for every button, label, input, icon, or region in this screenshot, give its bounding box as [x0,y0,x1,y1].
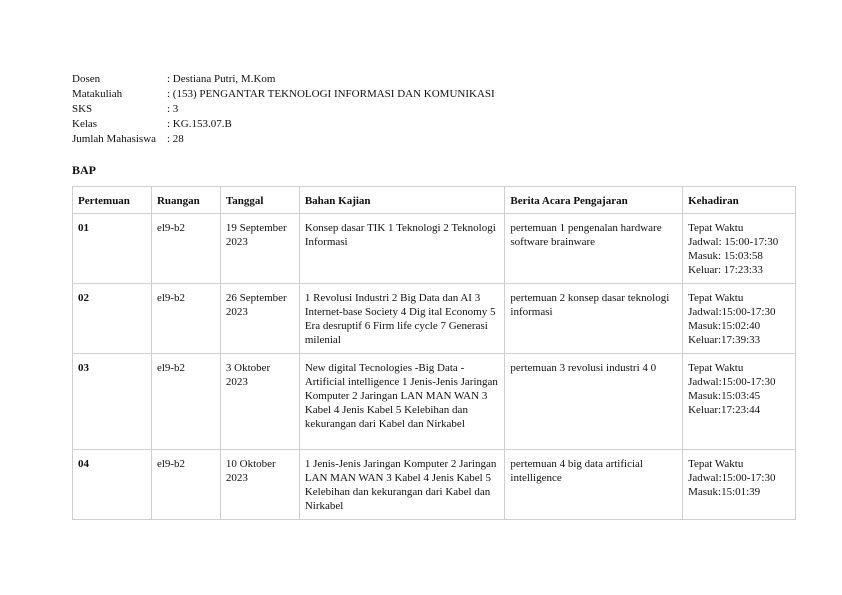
info-value: : Destiana Putri, M.Kom [167,73,276,85]
table-row [73,354,796,450]
cell-berita-acara: pertemuan 2 konsep dasar teknologi informasi [505,284,683,354]
kehadiran-keluar: Keluar:17:23:44 [688,404,761,416]
cell-kehadiran [683,450,796,520]
kehadiran-masuk: Masuk:15:01:39 [688,486,761,498]
table-row [73,284,796,354]
cell-kehadiran [683,354,796,450]
cell-pertemuan: 02 [73,284,152,354]
info-label: Matakuliah [72,88,123,100]
cell-bahan-kajian: Konsep dasar TIK 1 Teknologi 2 Teknologi Informasi [299,214,505,284]
cell-berita-acara: pertemuan 1 pengenalan hardware software brainware [505,214,683,284]
cell-bahan-kajian: 1 Jenis-Jenis Jaringan Komputer 2 Jaringan LAN MAN WAN 3 Kabel 4 Jenis Kabel 5 Kelebihan dan kekurangan dari Kabel dan Nirkabel [299,450,505,520]
cell-kehadiran [683,284,796,354]
info-row-dosen [72,72,495,87]
info-value: : (153) PENGANTAR TEKNOLOGI INFORMASI DAN KOMUNIKASI [167,88,495,100]
table-row [73,450,796,520]
course-info [72,72,495,147]
info-row-kelas [72,117,495,132]
cell-tanggal: 10 Oktober 2023 [220,450,299,520]
kehadiran-status: Tepat Waktu [688,222,744,234]
bap-table [72,186,796,520]
info-value: : 28 [167,133,184,145]
header-tanggal: Tanggal [220,187,299,214]
cell-pertemuan: 04 [73,450,152,520]
info-row-jumlah-mahasiswa [72,132,495,147]
cell-bahan-kajian: New digital Tecnologies -Big Data -Artificial intelligence 1 Jenis-Jenis Jaringan Komputer 2 Jaringan LAN MAN WAN 3 Kabel 4 Jenis Kabel 5 Kelebihan dan kekurangan dari Kabel dan Nirkabel [299,354,505,450]
table-row [73,214,796,284]
header-kehadiran: Kehadiran [683,187,796,214]
kehadiran-status: Tepat Waktu [688,362,744,374]
info-row-sks [72,102,495,117]
cell-pertemuan: 03 [73,354,152,450]
kehadiran-masuk: Masuk:15:03:45 [688,390,761,402]
info-label: Dosen [72,73,101,85]
kehadiran-jadwal: Jadwal:15:00-17:30 [688,376,776,388]
cell-ruangan: el9-b2 [151,214,220,284]
cell-ruangan: el9-b2 [151,284,220,354]
kehadiran-jadwal: Jadwal: 15:00-17:30 [688,236,779,248]
cell-pertemuan: 01 [73,214,152,284]
cell-tanggal: 3 Oktober 2023 [220,354,299,450]
header-ruangan: Ruangan [151,187,220,214]
cell-berita-acara: pertemuan 4 big data artificial intelligence [505,450,683,520]
kehadiran-status: Tepat Waktu [688,292,744,304]
cell-ruangan: el9-b2 [151,354,220,450]
table-header-row [73,187,796,214]
cell-bahan-kajian: 1 Revolusi Industri 2 Big Data dan AI 3 Internet-base Society 4 Dig ital Economy 5 Era desruptif 6 Firm life cycle 7 Generasi milenial [299,284,505,354]
info-value: : KG.153.07.B [167,118,232,130]
section-title: BAP [72,163,96,177]
cell-tanggal: 26 September 2023 [220,284,299,354]
cell-ruangan: el9-b2 [151,450,220,520]
info-label: Jumlah Mahasiswa [72,133,157,145]
kehadiran-keluar: Keluar: 17:23:33 [688,264,763,276]
kehadiran-masuk: Masuk: 15:03:58 [688,250,763,262]
info-label: SKS [72,103,93,115]
cell-kehadiran [683,214,796,284]
info-row-matakuliah [72,87,495,102]
header-pertemuan: Pertemuan [73,187,152,214]
header-bahan-kajian: Bahan Kajian [299,187,505,214]
info-value: : 3 [167,103,179,115]
cell-tanggal: 19 September 2023 [220,214,299,284]
kehadiran-keluar: Keluar:17:39:33 [688,334,761,346]
kehadiran-masuk: Masuk:15:02:40 [688,320,761,332]
info-label: Kelas [72,118,98,130]
cell-berita-acara: pertemuan 3 revolusi industri 4 0 [505,354,683,450]
kehadiran-jadwal: Jadwal:15:00-17:30 [688,472,776,484]
kehadiran-status: Tepat Waktu [688,458,744,470]
header-berita-acara: Berita Acara Pengajaran [505,187,683,214]
kehadiran-jadwal: Jadwal:15:00-17:30 [688,306,776,318]
